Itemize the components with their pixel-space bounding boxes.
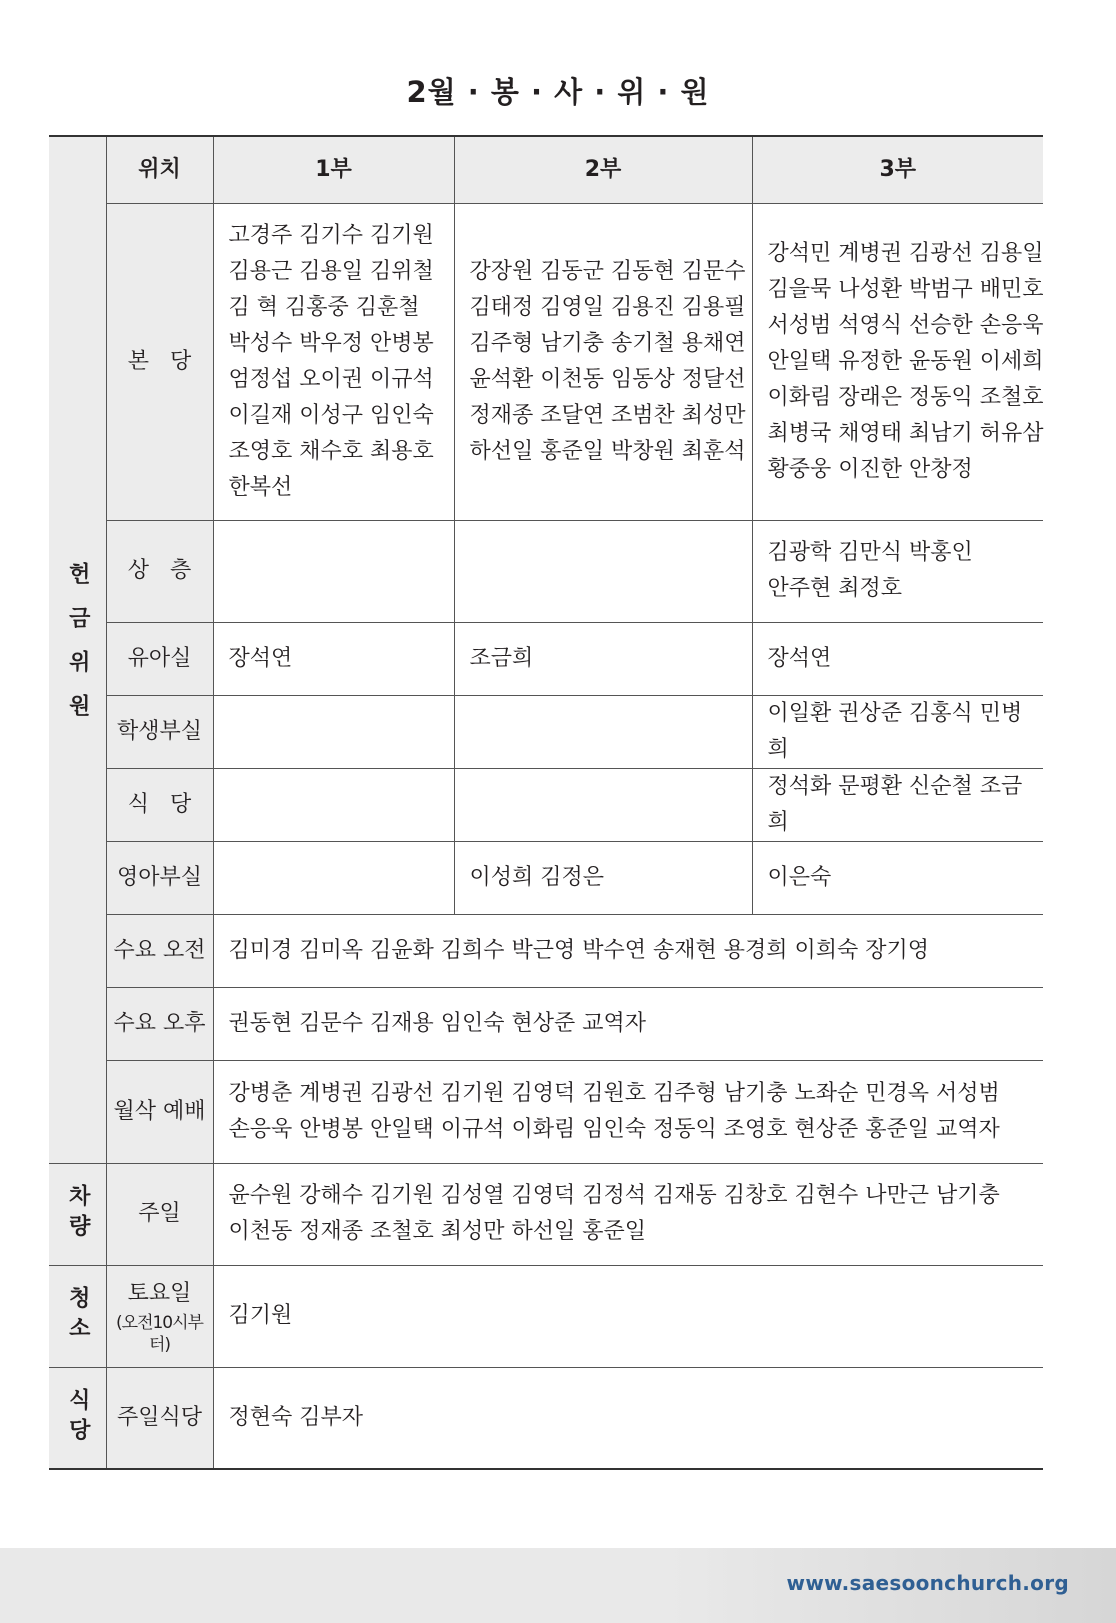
row-monthly-worship [49, 1060, 1043, 1163]
upper-floor-service-3 [752, 520, 1043, 622]
row-upper-floor [49, 520, 1043, 622]
name-line: 김 혁 김홍중 김훈철 [228, 294, 420, 320]
name-line: 서성범 석영식 선승한 손응욱 [767, 312, 1044, 338]
name-line: 손응욱 안병봉 안일택 이규석 이화림 임인숙 정동익 조영호 현상준 홍준일 교역자 [228, 1116, 1000, 1142]
cleaning-day-label: 토요일 [127, 1281, 192, 1306]
wednesday-morning-names: 김미경 김미옥 김윤화 김희수 박근영 박수연 송재현 용경희 이희숙 장기영 [213, 914, 1043, 987]
name-line: 강석민 계병권 김광선 김용일 [767, 240, 1044, 266]
main-hall-service-2 [454, 203, 752, 520]
vehicle-sunday-names [213, 1163, 1043, 1265]
row-wednesday-afternoon [49, 987, 1043, 1060]
dining-service-3: 정석화 문평환 신순철 조금희 [752, 768, 1043, 841]
row-main-hall [49, 203, 1043, 520]
upper-floor-service-1 [213, 520, 454, 622]
name-line: 최병국 채영태 최남기 허유삼 [767, 420, 1044, 446]
name-line: 한복선 [228, 474, 293, 500]
name-line: 윤석환 이천동 임동상 정달선 [469, 366, 746, 392]
cleaning-saturday-names: 김기원 [213, 1265, 1043, 1367]
volunteer-roster-table [49, 135, 1043, 1470]
church-website-link[interactable]: www.saesoonchurch.org [786, 1571, 1069, 1595]
row-student-room [49, 695, 1043, 768]
row-cafeteria-sunday [49, 1367, 1043, 1469]
row-vehicle-sunday [49, 1163, 1043, 1265]
name-line: 김용근 김용일 김위철 [228, 258, 434, 284]
main-hall-service-1 [213, 203, 454, 520]
page-title: 2월 · 봉 · 사 · 위 · 원 [406, 75, 710, 109]
row-nursery [49, 622, 1043, 695]
name-line: 황중웅 이진한 안창정 [767, 456, 973, 482]
location-vehicle-sunday: 주일 [106, 1163, 213, 1265]
cafeteria-sunday-names: 정현숙 김부자 [213, 1367, 1043, 1469]
header-service-2: 2부 [454, 136, 752, 203]
location-dining: 식 당 [106, 768, 213, 841]
location-student-room: 학생부실 [106, 695, 213, 768]
name-line: 정재종 조달연 조범찬 최성만 [469, 402, 746, 428]
name-line: 하선일 홍준일 박창원 최훈석 [469, 438, 746, 464]
location-wednesday-afternoon: 수요 오후 [106, 987, 213, 1060]
location-monthly-worship: 월삭 예배 [106, 1060, 213, 1163]
nursery-service-3: 장석연 [752, 622, 1043, 695]
header-service-1: 1부 [213, 136, 454, 203]
table-header-row [49, 136, 1043, 203]
main-hall-service-3 [752, 203, 1043, 520]
name-line: 윤수원 강해수 김기원 김성열 김영덕 김정석 김재동 김창호 김현수 나만근 남기충 [228, 1183, 1000, 1208]
nursery-service-2: 조금희 [454, 622, 752, 695]
nursery-service-1: 장석연 [213, 622, 454, 695]
infant-room-service-3: 이은숙 [752, 841, 1043, 914]
name-line: 김주형 남기충 송기철 용채연 [469, 330, 746, 356]
name-line: 조영호 채수호 최용호 [228, 438, 434, 464]
dining-service-1 [213, 768, 454, 841]
name-line: 강장원 김동군 김동현 김문수 [469, 258, 746, 284]
student-room-service-1 [213, 695, 454, 768]
group-vehicle-label: 차량 [65, 1184, 91, 1244]
group-offering [49, 136, 106, 1163]
header-position: 위치 [106, 136, 213, 203]
name-line: 김을묵 나성환 박범구 배민호 [767, 276, 1044, 302]
name-line: 강병춘 계병권 김광선 김기원 김영덕 김원호 김주형 남기충 노좌순 민경옥 서성범 [228, 1080, 1000, 1106]
row-dining [49, 768, 1043, 841]
name-line: 이천동 정재종 조철호 최성만 하선일 홍준일 [228, 1219, 647, 1244]
location-upper-floor: 상 층 [106, 520, 213, 622]
upper-floor-service-2 [454, 520, 752, 622]
location-main-hall: 본 당 [106, 203, 213, 520]
name-line: 엄정섭 오이권 이규석 [228, 366, 434, 392]
name-line: 안주현 최정호 [767, 576, 903, 601]
name-line: 고경주 김기수 김기원 [228, 222, 434, 248]
location-wednesday-morning: 수요 오전 [106, 914, 213, 987]
location-nursery: 유아실 [106, 622, 213, 695]
name-line: 박성수 박우정 안병봉 [228, 330, 434, 356]
group-cafeteria-label: 식당 [65, 1387, 91, 1448]
group-vehicle [49, 1163, 106, 1265]
infant-room-service-1 [213, 841, 454, 914]
student-room-service-2 [454, 695, 752, 768]
cleaning-time-note: (오전10시부터) [116, 1313, 203, 1355]
group-offering-label: 헌금위원 [65, 561, 91, 738]
name-line: 김태정 김영일 김용진 김용필 [469, 294, 746, 320]
row-wednesday-morning [49, 914, 1043, 987]
dining-service-2 [454, 768, 752, 841]
location-cafeteria-sunday: 주일식당 [106, 1367, 213, 1469]
location-infant-room: 영아부실 [106, 841, 213, 914]
header-service-3: 3부 [752, 136, 1043, 203]
wednesday-afternoon-names: 권동현 김문수 김재용 임인숙 현상준 교역자 [213, 987, 1043, 1060]
infant-room-service-2: 이성희 김정은 [454, 841, 752, 914]
name-line: 이화림 장래은 정동익 조철호 [767, 384, 1044, 410]
row-cleaning-saturday [49, 1265, 1043, 1367]
group-cafeteria [49, 1367, 106, 1469]
student-room-service-3: 이일환 권상준 김홍식 민병희 [752, 695, 1043, 768]
monthly-worship-names [213, 1060, 1043, 1163]
name-line: 이길재 이성구 임인숙 [228, 402, 434, 428]
row-infant-room [49, 841, 1043, 914]
location-cleaning-saturday [106, 1265, 213, 1367]
name-line: 김광학 김만식 박홍인 [767, 540, 973, 565]
group-cleaning [49, 1265, 106, 1367]
group-cleaning-label: 청소 [65, 1286, 91, 1346]
name-line: 안일택 유정한 윤동원 이세희 [767, 348, 1044, 374]
